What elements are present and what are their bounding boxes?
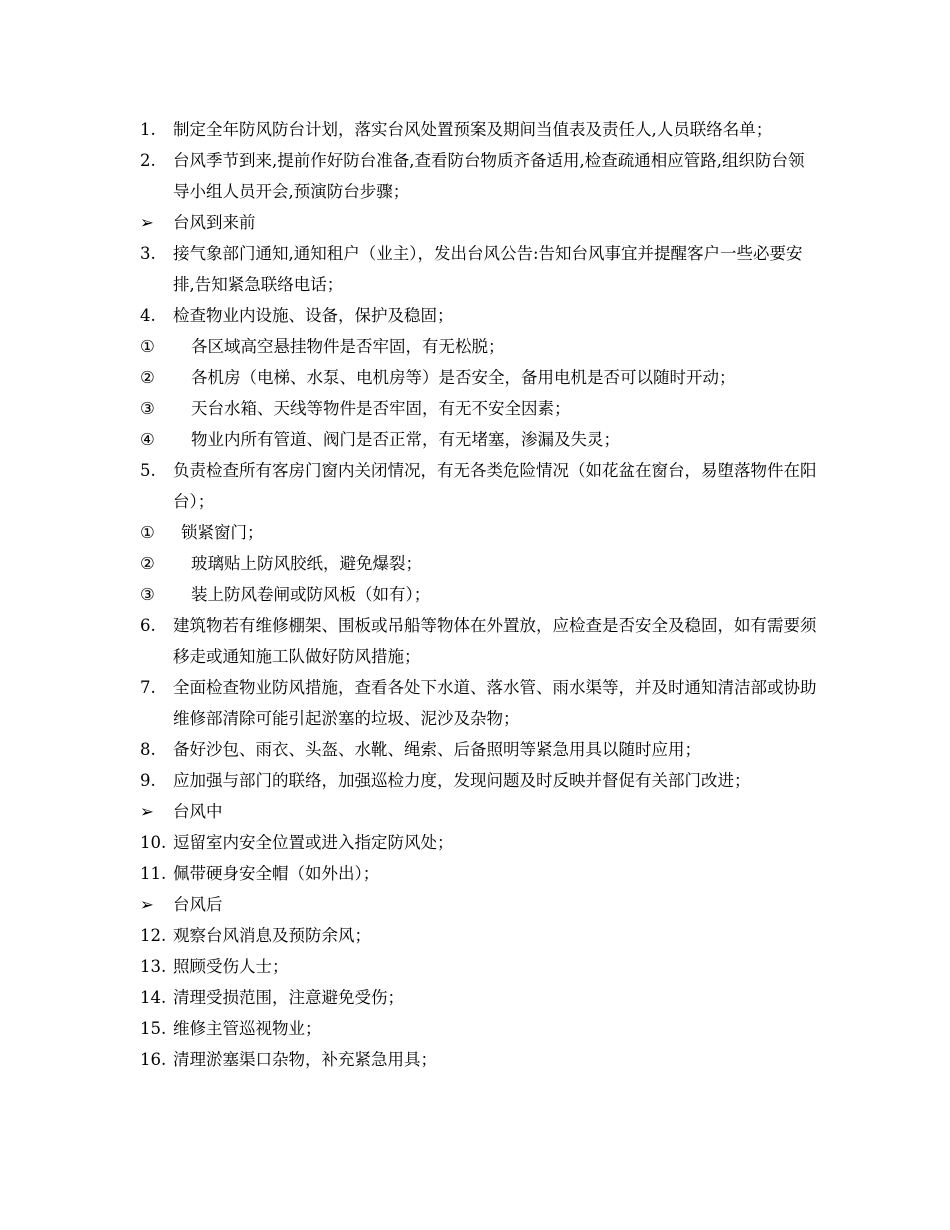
item-marker: 16. bbox=[140, 1050, 167, 1069]
item-text: 锁紧窗门； bbox=[181, 523, 264, 542]
list-item bbox=[140, 920, 820, 951]
sub-item bbox=[140, 517, 820, 548]
list-item bbox=[140, 982, 820, 1013]
item-text: 佩带硬身安全帽（如外出）； bbox=[173, 864, 380, 883]
item-marker: ④ bbox=[140, 430, 155, 449]
item-marker: 2. bbox=[140, 151, 156, 170]
item-text: 台风到来前 bbox=[173, 213, 256, 232]
item-marker: 11. bbox=[140, 864, 167, 883]
arrow-bullet-icon: ➢ bbox=[140, 802, 154, 821]
list-item bbox=[140, 610, 820, 672]
list-item bbox=[140, 1044, 820, 1075]
list-item bbox=[140, 827, 820, 858]
section-heading bbox=[140, 796, 820, 827]
arrow-bullet-icon: ➢ bbox=[140, 895, 154, 914]
section-heading bbox=[140, 207, 820, 238]
item-marker: ② bbox=[140, 368, 155, 387]
item-text: 装上防风卷闸或防风板（如有）； bbox=[191, 585, 431, 604]
list-item bbox=[140, 672, 820, 734]
item-marker: 15. bbox=[140, 1019, 167, 1038]
item-marker: ② bbox=[140, 554, 155, 573]
item-text: 玻璃贴上防风胶纸，避免爆裂； bbox=[191, 554, 422, 573]
item-text: 建筑物若有维修棚架、围板或吊船等物体在外置放，应检查是否安全及稳固，如有需要须移走或通知施工队做好防风措施； bbox=[173, 616, 817, 666]
arrow-bullet-icon: ➢ bbox=[140, 213, 154, 232]
item-text: 清理淤塞渠口杂物，补充紧急用具； bbox=[173, 1050, 437, 1069]
item-marker: 9. bbox=[140, 771, 156, 790]
list-item bbox=[140, 734, 820, 765]
item-text: 各区域高空悬挂物件是否牢固，有无松脱； bbox=[191, 337, 505, 356]
item-marker: 3. bbox=[140, 244, 156, 263]
list-item bbox=[140, 300, 820, 331]
item-marker: 14. bbox=[140, 988, 167, 1007]
item-text: 观察台风消息及预防余风； bbox=[173, 926, 371, 945]
list-item bbox=[140, 238, 820, 300]
item-text: 照顾受伤人士； bbox=[173, 957, 289, 976]
item-text: 检查物业内设施、设备，保护及稳固； bbox=[173, 306, 454, 325]
item-text: 接气象部门通知,通知租户（业主），发出台风公告:告知台风事宜并提醒客户一些必要安排,告知紧急联络电话； bbox=[173, 244, 803, 294]
item-text: 逗留室内安全位置或进入指定防风处； bbox=[173, 833, 454, 852]
item-text: 台风季节到来,提前作好防台准备,查看防台物质齐备适用,检查疏通相应管路,组织防台领导小组人员开会,预演防台步骤； bbox=[173, 151, 805, 201]
list-item bbox=[140, 858, 820, 889]
item-marker: ① bbox=[140, 337, 155, 356]
item-text: 负责检查所有客房门窗内关闭情况，有无各类危险情况（如花盆在窗台，易堕落物件在阳台）； bbox=[173, 461, 817, 511]
item-marker: ① bbox=[140, 523, 155, 542]
item-text: 物业内所有管道、阀门是否正常，有无堵塞，渗漏及失灵； bbox=[191, 430, 620, 449]
item-marker: 4. bbox=[140, 306, 156, 325]
item-marker: ③ bbox=[140, 585, 155, 604]
sub-item bbox=[140, 579, 820, 610]
sub-item bbox=[140, 424, 820, 455]
sub-item bbox=[140, 331, 820, 362]
item-text: 维修主管巡视物业； bbox=[173, 1019, 322, 1038]
item-marker: ③ bbox=[140, 399, 155, 418]
item-marker: 5. bbox=[140, 461, 156, 480]
item-text: 清理受损范围，注意避免受伤； bbox=[173, 988, 404, 1007]
item-text: 备好沙包、雨衣、头盔、水靴、绳索、后备照明等紧急用具以随时应用； bbox=[173, 740, 701, 759]
sub-item bbox=[140, 393, 820, 424]
item-marker: 1. bbox=[140, 120, 156, 139]
item-text: 全面检查物业防风措施，查看各处下水道、落水管、雨水渠等，并及时通知清洁部或协助维修部清除可能引起淤塞的垃圾、泥沙及杂物； bbox=[173, 678, 817, 728]
item-text: 台风后 bbox=[173, 895, 223, 914]
sub-item bbox=[140, 362, 820, 393]
item-text: 天台水箱、天线等物件是否牢固，有无不安全因素； bbox=[191, 399, 571, 418]
list-item bbox=[140, 951, 820, 982]
item-marker: 6. bbox=[140, 616, 156, 635]
document-body bbox=[140, 114, 820, 1075]
item-marker: 7. bbox=[140, 678, 156, 697]
item-text: 各机房（电梯、水泵、电机房等）是否安全，备用电机是否可以随时开动； bbox=[191, 368, 736, 387]
item-marker: 10. bbox=[140, 833, 167, 852]
item-text: 台风中 bbox=[173, 802, 223, 821]
item-text: 制定全年防风防台计划，落实台风处置预案及期间当值表及责任人,人员联络名单； bbox=[173, 120, 773, 139]
list-item bbox=[140, 1013, 820, 1044]
section-heading bbox=[140, 889, 820, 920]
item-marker: 13. bbox=[140, 957, 167, 976]
list-item bbox=[140, 114, 820, 145]
item-marker: 8. bbox=[140, 740, 156, 759]
item-marker: 12. bbox=[140, 926, 167, 945]
list-item bbox=[140, 765, 820, 796]
list-item bbox=[140, 145, 820, 207]
list-item bbox=[140, 455, 820, 517]
sub-item bbox=[140, 548, 820, 579]
item-text: 应加强与部门的联络，加强巡检力度，发现问题及时反映并督促有关部门改进； bbox=[173, 771, 751, 790]
